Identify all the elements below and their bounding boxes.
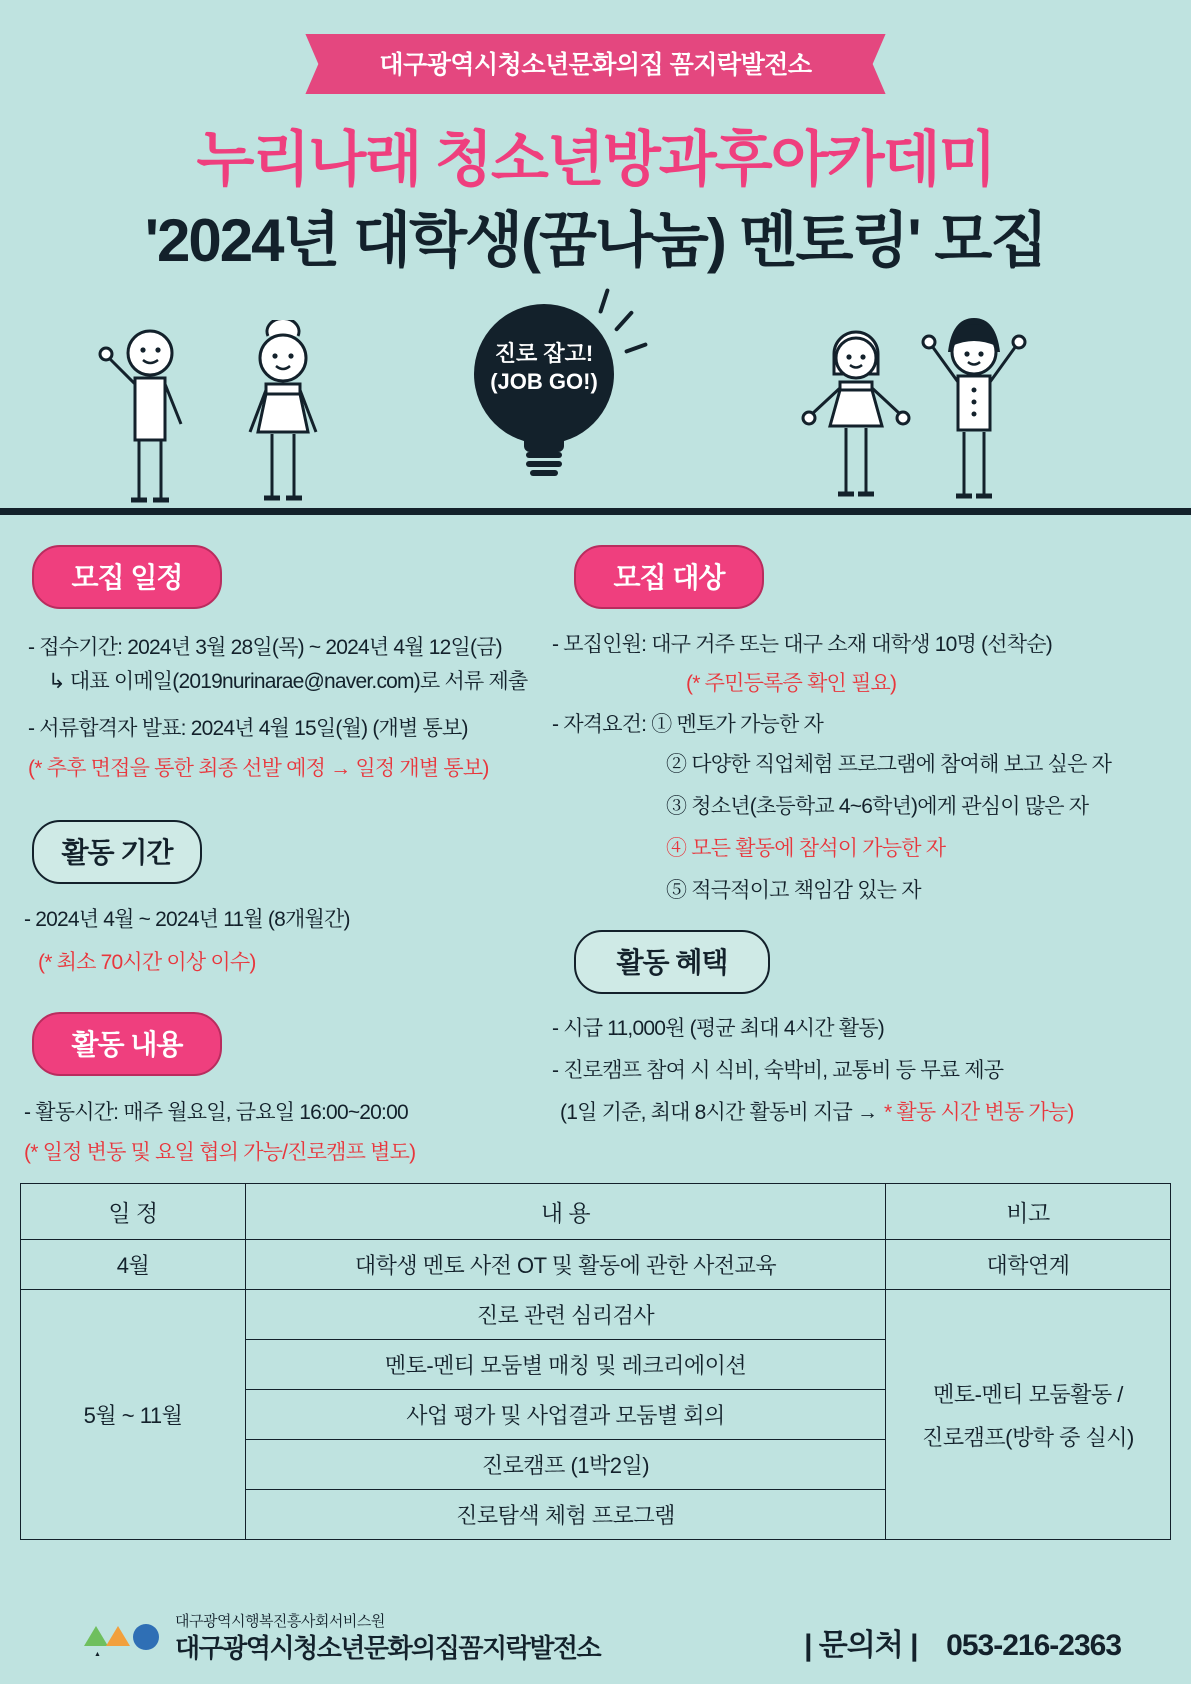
person-waving-icon [95, 328, 210, 508]
row1-note: 대학연계 [886, 1240, 1171, 1290]
schedule-table [20, 1183, 1171, 1540]
row2-period: 5월 ~ 11월 [21, 1290, 246, 1540]
row2-note [886, 1290, 1171, 1540]
footer-org-small: 대구광역시행복진흥사회서비스원 [175, 1613, 385, 1630]
table-row [21, 1290, 1171, 1340]
footer-contact [804, 1620, 1121, 1664]
lightbulb-icon [474, 304, 614, 474]
schedule-line-3: - 서류합격자 발표: 2024년 4월 15일(월) (개별 통보) [28, 717, 468, 740]
hero-illustration [0, 290, 1191, 515]
period-line-1: - 2024년 4월 ~ 2024년 11월 (8개월간) [24, 908, 350, 931]
benefit-line-1: - 시급 11,000원 (평균 최대 4시간 활동) [552, 1017, 884, 1040]
benefit-line-3: (1일 기준, 최대 8시간 활동비 지급 → [560, 1101, 878, 1124]
section-heading-content: 활동 내용 [32, 1012, 222, 1076]
row2-content-2: 멘토-멘티 모둠별 매칭 및 레크리에이션 [246, 1340, 886, 1390]
footer [0, 1592, 1191, 1684]
ribbon-label: 대구광역시청소년문화의집 꼼지락발전소 [333, 34, 857, 94]
section-heading-schedule: 모집 일정 [32, 545, 222, 609]
schedule-line-4: (* 추후 면접을 통한 최종 선발 예정 → 일정 개별 통보) [28, 757, 489, 780]
row2-content-5: 진로탐색 체험 프로그램 [246, 1490, 886, 1540]
table-header-period: 일 정 [21, 1184, 246, 1240]
section-heading-target: 모집 대상 [574, 545, 764, 609]
target-line-2: (* 주민등록증 확인 필요) [686, 672, 897, 695]
content-line-1: - 활동시간: 매주 월요일, 금요일 16:00~20:00 [24, 1101, 408, 1124]
table-header-note: 비고 [886, 1184, 1171, 1240]
table-header-content: 내 용 [246, 1184, 886, 1240]
section-heading-period: 활동 기간 [32, 820, 202, 884]
row2-note-line2: 진로캠프(방학 중 실시) [922, 1424, 1134, 1450]
row1-period: 4월 [21, 1240, 246, 1290]
row2-content-3: 사업 평가 및 사업결과 모둠별 회의 [246, 1390, 886, 1440]
target-line-5: ③ 청소년(초등학교 4~6학년)에게 관심이 많은 자 [666, 795, 1089, 818]
person-girl-icon [796, 330, 916, 508]
content-line-2: (* 일정 변동 및 요일 협의 가능/진로캠프 별도) [24, 1141, 416, 1164]
svg-text:▲: ▲ [94, 1651, 101, 1658]
page-title-secondary: '2024년 대학생(꿈나눔) 멘토링' 모집 [144, 207, 1047, 274]
contact-label: | 문의처 | [804, 1629, 918, 1662]
footer-org-large: 대구광역시청소년문화의집꼼지락발전소 [175, 1633, 601, 1663]
page-title-primary: 누리나래 청소년방과후아카데미 [196, 126, 995, 193]
target-line-4: ② 다양한 직업체험 프로그램에 참여해 보고 싶은 자 [666, 753, 1112, 776]
contact-number: 053-216-2363 [946, 1629, 1121, 1662]
bulb-text-line1: 진로 잡고! [494, 341, 594, 366]
target-line-7: ⑤ 적극적이고 책임감 있는 자 [666, 879, 921, 902]
table-header-row [21, 1184, 1171, 1240]
period-line-2: (* 최소 70시간 이상 이수) [38, 951, 256, 974]
ground-line [0, 508, 1191, 515]
row2-content-4: 진로캠프 (1박2일) [246, 1440, 886, 1490]
target-line-1: - 모집인원: 대구 거주 또는 대구 소재 대학생 10명 (선착순) [552, 633, 1052, 656]
row2-note-line1: 멘토-멘티 모둠활동 / [933, 1381, 1123, 1407]
benefit-line-4: * 활동 시간 변동 가능) [884, 1101, 1074, 1124]
target-line-3: - 자격요건: ① 멘토가 가능한 자 [552, 713, 823, 736]
table-row [21, 1240, 1171, 1290]
benefit-line-2: - 진로캠프 참여 시 식비, 숙박비, 교통비 등 무료 제공 [552, 1059, 1004, 1082]
row1-content: 대학생 멘토 사전 OT 및 활동에 관한 사전교육 [246, 1240, 886, 1290]
header-ribbon [0, 34, 1191, 94]
person-cheering-icon [912, 312, 1032, 508]
bulb-text-line2: (JOB GO!) [490, 368, 598, 394]
schedule-line-1: - 접수기간: 2024년 3월 28일(목) ~ 2024년 4월 12일(금) [28, 636, 502, 659]
schedule-line-2: ↳ 대표 이메일(2019nurinarae@naver.com)로 서류 제출 [48, 670, 528, 693]
section-heading-benefit: 활동 혜택 [574, 930, 770, 994]
target-line-6: ④ 모든 활동에 참석이 가능한 자 [666, 837, 946, 860]
row2-content-1: 진로 관련 심리검사 [246, 1290, 886, 1340]
person-standing-icon [228, 320, 338, 508]
organization-logo-icon [82, 1614, 168, 1658]
